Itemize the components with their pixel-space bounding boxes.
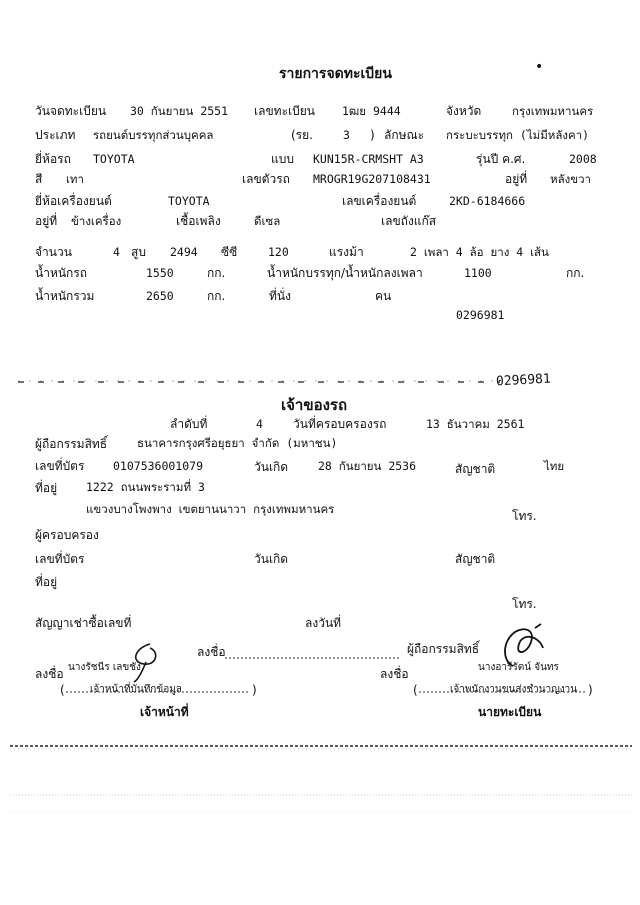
registrar-role: นายทะเบียน xyxy=(478,705,542,719)
vin-label: เลขตัวรถ xyxy=(242,172,290,186)
registrar-paren-close: ) xyxy=(588,683,593,697)
kg-1: กก. xyxy=(207,266,226,280)
engine-loc: ข้างเครื่อง xyxy=(71,214,122,228)
seat-label: ที่นั่ง xyxy=(269,289,291,303)
address-line-2: แขวงบางโพงพาง เขตยานนาวา กรุงเทพมหานคร xyxy=(86,502,335,516)
rs-label: (รย. xyxy=(291,128,313,142)
possess-date: 13 ธันวาคม 2561 xyxy=(426,417,525,431)
nationality: ไทย xyxy=(544,459,565,473)
lease-date-label: ลงวันที่ xyxy=(305,616,342,630)
type-label: ประเภท xyxy=(35,128,76,142)
possess-date-label: วันที่ครอบครองรถ xyxy=(293,417,387,431)
plate: 1ฒย 9444 xyxy=(342,104,401,118)
hp-label: แรงม้า xyxy=(329,245,364,259)
sign-label-owner-left: ลงชื่อ xyxy=(197,645,226,659)
cyl-label: สูบ xyxy=(131,245,146,259)
officer-title: เจ้าหน้าที่บันทึกข้อมูล xyxy=(90,684,182,695)
sign-label-officer: ลงชื่อ xyxy=(35,667,64,681)
model-label: แบบ xyxy=(271,152,294,166)
id-label: เลขที่บัตร xyxy=(35,459,85,473)
order-number: 4 xyxy=(256,417,263,431)
color: เทา xyxy=(66,172,84,186)
weight-label: น้ำหนักรถ xyxy=(35,266,88,280)
owner-label: ผู้ถือกรรมสิทธิ์ xyxy=(35,437,108,451)
province: กรุงเทพมหานคร xyxy=(512,104,594,118)
year: 2008 xyxy=(569,152,597,166)
reference-number: 0296981 xyxy=(456,308,505,322)
nation-label: สัญชาติ xyxy=(455,462,496,476)
sign-label-registrar: ลงชื่อ xyxy=(380,667,409,681)
cc-label: ซีซี xyxy=(221,245,238,259)
lease-label: สัญญาเช่าซื้อเลขที่ xyxy=(35,616,132,630)
rs-close: ) xyxy=(370,128,375,142)
fuel-label: เชื้อเพลิง xyxy=(176,214,221,228)
order-label: ลำดับที่ xyxy=(170,417,208,431)
birth-label: วันเกิด xyxy=(254,460,289,474)
tel-label: โทร. xyxy=(512,509,537,523)
reg-date: 30 กันยายน 2551 xyxy=(130,104,229,118)
load-label: น้ำหนักบรรทุก/น้ำหนักลงเพลา xyxy=(267,266,423,280)
rs-num: 3 xyxy=(343,128,350,142)
officer-name: นางรัชนีร เลขชัง xyxy=(68,662,141,673)
engine-brand-label: ยี่ห้อเครื่องยนต์ xyxy=(35,194,112,208)
officer-dotted-line xyxy=(66,688,252,696)
engine-loc-label: อยู่ที่ xyxy=(35,214,58,228)
count-label: จำนวน xyxy=(35,245,72,259)
nation2-label: สัญชาติ xyxy=(455,552,496,566)
kg-2: กก. xyxy=(566,266,585,280)
tank-label: เลขถังแก๊ส xyxy=(381,214,437,228)
birth2-label: วันเกิด xyxy=(254,552,289,566)
total-weight-label: น้ำหนักรวม xyxy=(35,289,95,303)
birth-date: 28 กันยายน 2536 xyxy=(318,459,417,473)
tel2-label: โทร. xyxy=(512,597,537,611)
id2-label: เลขที่บัตร xyxy=(35,552,85,566)
id-number: 0107536001079 xyxy=(113,459,204,473)
officer-paren-close: ) xyxy=(252,683,257,697)
registrar-name: นางอารีรัตน์ จันทร xyxy=(478,662,559,673)
vin-loc-label: อยู่ที่ xyxy=(505,172,528,186)
possessor-label: ผู้ครอบครอง xyxy=(35,528,99,542)
address-label: ที่อยู่ xyxy=(35,481,58,495)
address-line-1: 1222 ถนนพระรามที่ 3 xyxy=(86,480,205,494)
type: รถยนต์บรรทุกส่วนบุคคล xyxy=(93,128,214,142)
torn-number: 0296981 xyxy=(495,371,552,390)
weight: 1550 xyxy=(146,266,174,280)
document-title: รายการจดทะเบียน xyxy=(279,66,392,82)
style-label: ลักษณะ xyxy=(384,128,425,142)
officer-paren-open: ( xyxy=(60,683,65,697)
officer-role: เจ้าหน้าที่ xyxy=(140,705,189,719)
color-label: สี xyxy=(35,172,43,186)
owner-sign-label: ผู้ถือกรรมสิทธิ์ xyxy=(407,642,480,656)
brand-label: ยี่ห้อรถ xyxy=(35,152,71,166)
horsepower: 120 xyxy=(268,245,289,259)
bottom-scan-lines xyxy=(0,740,640,820)
vin: MROGR19G207108431 xyxy=(313,172,431,186)
kg-3: กก. xyxy=(207,289,226,303)
engine-no: 2KD-6184666 xyxy=(449,194,526,208)
vin-loc: หลังขวา xyxy=(550,172,592,186)
brand: TOYOTA xyxy=(93,152,135,166)
model: KUN15R-CRMSHT A3 xyxy=(313,152,424,166)
engine-brand: TOYOTA xyxy=(168,194,210,208)
owner-name: ธนาคารกรุงศรีอยุธยา จำกัด (มหาชน) xyxy=(137,436,338,450)
load: 1100 xyxy=(464,266,492,280)
fuel: ดีเซล xyxy=(254,214,281,228)
address2-label: ที่อยู่ xyxy=(35,575,58,589)
reg-date-label: วันจดทะเบียน xyxy=(35,104,107,118)
style: กระบะบรรทุก (ไม่มีหลังคา) xyxy=(446,128,590,142)
province-label: จังหวัด xyxy=(446,104,482,118)
engine-no-label: เลขเครื่องยนต์ xyxy=(342,194,417,208)
cc: 2494 xyxy=(170,245,198,259)
registrar-title: เจ้าพนักงานขนส่งชำนาญงาน xyxy=(450,684,578,695)
registrar-paren-open: ( xyxy=(413,683,418,697)
signature-line-owner xyxy=(225,650,405,662)
plate-label: เลขทะเบียน xyxy=(254,104,315,118)
cylinders: 4 xyxy=(113,245,120,259)
total-weight: 2650 xyxy=(146,289,174,303)
axle-text: 2 เพลา 4 ล้อ ยาง 4 เส้น xyxy=(410,245,549,259)
seat-unit: คน xyxy=(375,289,392,303)
registrar-dotted-line xyxy=(419,688,589,696)
owner-heading: เจ้าของรถ xyxy=(281,396,348,414)
speck-mark: • xyxy=(535,59,544,75)
year-label: รุ่นปี ค.ศ. xyxy=(476,152,526,166)
